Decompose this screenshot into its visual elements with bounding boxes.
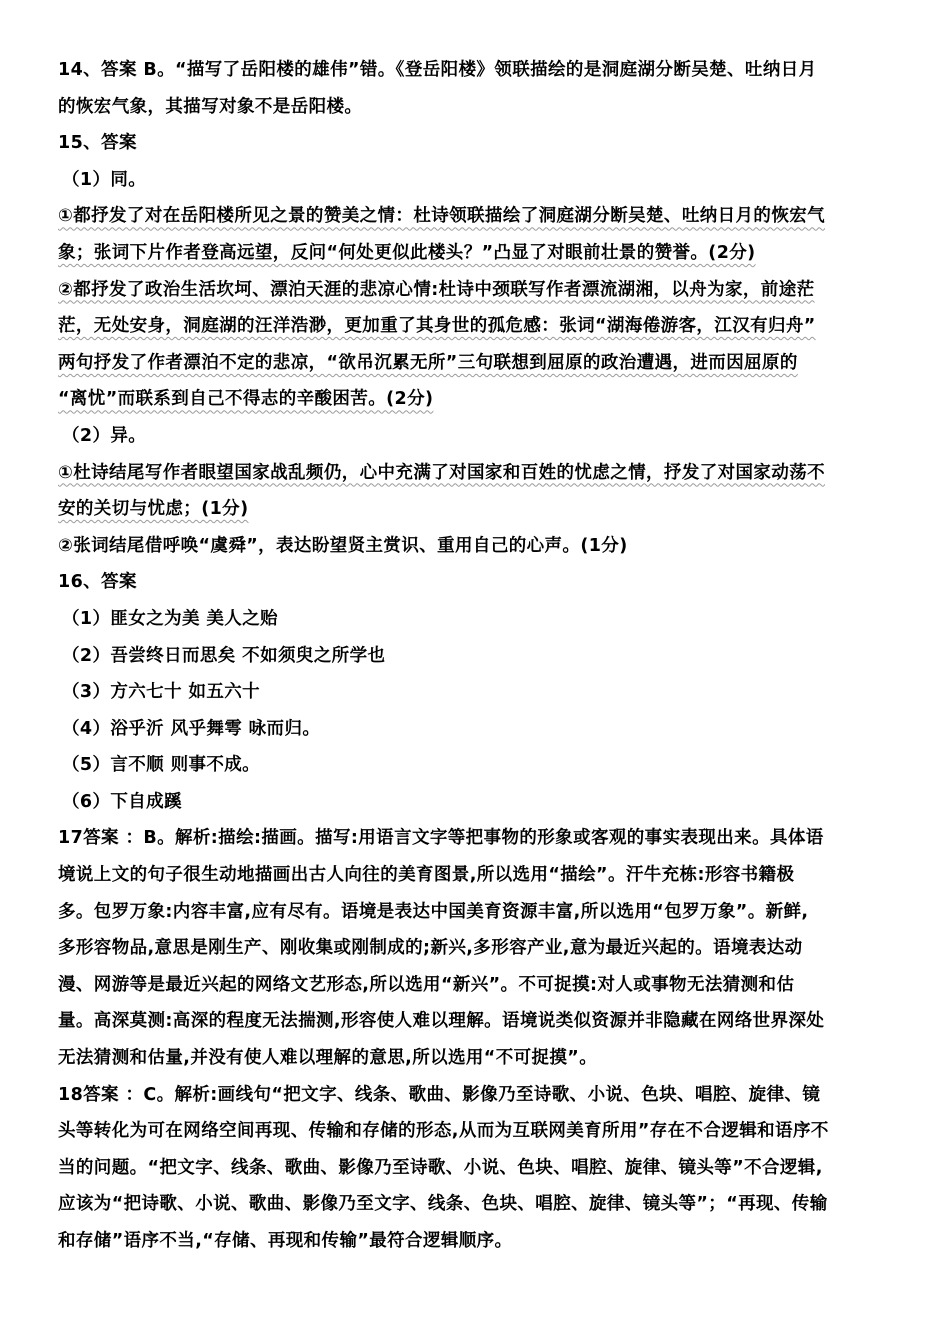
q14-line-2: 的恢宏气象，其描写对象不是岳阳楼。	[58, 96, 363, 117]
q17-line-1: 17答案 ：B。解析:描绘:描画。描写:用语言文字等把事物的形象或客观的事实表现出来。具体语	[58, 828, 824, 849]
answer-document	[58, 52, 894, 1260]
q17-line-7: 无法猜测和估量,并没有使人难以理解的意思,所以选用“不可捉摸”。	[58, 1048, 598, 1069]
q17-line-2: 境说上文的句子很生动地描画出古人向往的美育图景,所以选用“描绘”。汗牛充栋:形容书籍极	[58, 865, 795, 886]
q16-item-5: （5）言不顺 则事不成。	[62, 755, 261, 776]
q15-part1-label: （1）同。	[62, 169, 147, 190]
q15-point3-line-2: 安的关切与忧虑；(1分)	[58, 499, 249, 520]
q15-point2-line-2: 茫，无处安身，洞庭湖的汪洋浩渺，更加重了其身世的孤危感：张词“湖海倦游客，江汉有归舟”	[58, 316, 816, 337]
q16-item-6: （6）下自成蹊	[62, 791, 182, 812]
q15-heading: 15、答案	[58, 133, 137, 154]
q18-line-4: 应该为“把诗歌、小说、歌曲、影像乃至文字、线条、色块、唱腔、旋律、镜头等”；“再现、传输	[58, 1194, 828, 1215]
q15-point2-line-3: 两句抒发了作者漂泊不定的悲凉，“欲吊沉累无所”三句联想到屈原的政治遭遇，进而因屈原的	[58, 352, 798, 373]
q15-point1-line-1: ①都抒发了对在岳阳楼所见之景的赞美之情：杜诗领联描绘了洞庭湖分断吴楚、吐纳日月的恢宏气	[58, 206, 826, 227]
q18-line-5: 和存储”语序不当,“存储、再现和传输”最符合逻辑顺序。	[58, 1231, 513, 1251]
q16-item-1: （1）匪女之为美 美人之贻	[62, 608, 278, 629]
q15-part2-label: （2）异。	[62, 425, 147, 446]
q17-line-3: 多。包罗万象:内容丰富,应有尽有。语境是表达中国美育资源丰富,所以选用“包罗万象”。新鲜,	[58, 901, 809, 922]
q15-point2-line-4: “离忧”而联系到自己不得志的辛酸困苦。(2分)	[58, 389, 434, 410]
q18-line-1: 18答案 ：C。解析:画线句“把文字、线条、歌曲、影像乃至诗歌、小说、色块、唱腔、旋律、镜	[58, 1084, 821, 1105]
q17-line-6: 量。高深莫测:高深的程度无法揣测,形容使人难以理解。语境说类似资源并非隐藏在网络世界深处	[58, 1011, 825, 1032]
q16-heading: 16、答案	[58, 572, 137, 593]
q15-point1-line-2: 象；张词下片作者登高远望，反问“何处更似此楼头？”凸显了对眼前壮景的赞誉。(2分)	[58, 242, 756, 263]
q18-line-2: 头等转化为可在网络空间再现、传输和存储的形态,从而为互联网美育所用”存在不合逻辑和语序不	[58, 1121, 829, 1142]
q16-item-4: （4）浴乎沂 风乎舞雩 咏而归。	[62, 718, 321, 739]
q17-line-4: 多形容物品,意思是刚生产、刚收集或刚制成的;新兴,多形容产业,意为最近兴起的。语境表达动	[58, 938, 803, 959]
q16-item-3: （3）方六七十 如五六十	[62, 682, 261, 703]
q16-item-2: （2）吾尝终日而思矣 不如须臾之所学也	[62, 645, 386, 666]
q14-line-1: 14、答案 B。“描写了岳阳楼的雄伟”错。《登岳阳楼》领联描绘的是洞庭湖分断吴楚、吐纳日月	[58, 60, 817, 80]
q15-point2-line-1: ②都抒发了政治生活坎坷、漂泊天涯的悲凉心情:杜诗中颈联写作者漂流湖湘，以舟为家，前途茫	[58, 279, 815, 300]
q17-line-5: 漫、网游等是最近兴起的网络文艺形态,所以选用“新兴”。不可捉摸:对人或事物无法猜测和估	[58, 974, 795, 995]
q15-point3-line-1: ①杜诗结尾写作者眼望国家战乱频仍，心中充满了对国家和百姓的忧虑之情，抒发了对国家动荡不	[58, 462, 826, 483]
q18-line-3: 当的问题。“把文字、线条、歌曲、影像乃至诗歌、小说、色块、唱腔、旋律、镜头等”不合逻辑,	[58, 1157, 823, 1178]
q15-point4-line: ②张词结尾借呼唤“虞舜”，表达盼望贤主赏识、重用自己的心声。(1分)	[58, 535, 628, 556]
